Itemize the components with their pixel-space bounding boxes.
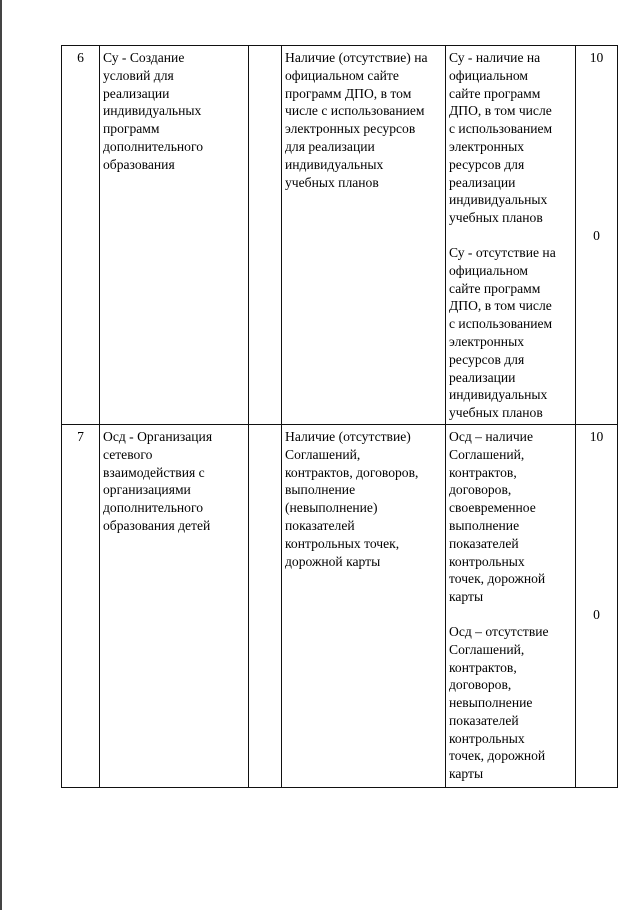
empty-cell xyxy=(249,424,282,787)
criterion-name-cell xyxy=(100,424,249,787)
page-left-edge xyxy=(0,0,2,910)
row-number: 7 xyxy=(62,424,100,787)
condition-text: Осд – наличие Соглашений, контрактов, договоров, своевременное выполнение показателей контрольных точек, дорожной карты xyxy=(449,428,546,605)
table-row xyxy=(62,46,618,425)
score-value: 10 xyxy=(589,50,604,65)
score-cell xyxy=(576,46,618,425)
condition-spacer xyxy=(449,227,572,244)
conditions-cell xyxy=(446,46,576,425)
score-value: 0 xyxy=(593,227,600,243)
conditions-cell xyxy=(446,424,576,787)
table-row xyxy=(62,424,618,787)
indicator-text: Наличие (отсутствие) на официальном сайте программ ДПО, в том числе с использованием электронных ресурсов для реализации индивидуальных учебных планов xyxy=(285,50,428,190)
condition-text: Су - отсутствие на официальном сайте программ ДПО, в том числе с использованием электронных ресурсов для реализации индивидуальных учебных планов xyxy=(449,244,556,421)
condition-spacer xyxy=(449,606,572,623)
criteria-table xyxy=(61,45,618,788)
condition-text: Осд – отсутствие Соглашений, контрактов, договоров, невыполнение показателей контрольных точек, дорожной карты xyxy=(449,623,549,782)
row-number: 6 xyxy=(62,46,100,425)
indicator-text: Наличие (отсутствие) Соглашений, контрактов, договоров, выполнение (невыполнение) показателей контрольных точек, дорожной карты xyxy=(285,428,419,569)
score-value: 10 xyxy=(589,428,604,444)
condition-text: Су - наличие на официальном сайте программ ДПО, в том числе с использованием электронных ресурсов для реализации индивидуальных учебных планов xyxy=(449,50,553,226)
indicator-cell xyxy=(282,424,446,787)
criterion-name: Осд - Организация сетевого взаимодействия с организациями дополнительного образования детей xyxy=(103,428,213,533)
criterion-name: Су - Создание условий для реализации индивидуальных программ дополнительного образования xyxy=(103,50,204,172)
score-cell xyxy=(576,424,618,787)
indicator-cell xyxy=(282,46,446,425)
criterion-name-cell xyxy=(100,46,249,425)
empty-cell xyxy=(249,46,282,425)
score-value: 0 xyxy=(593,606,600,622)
